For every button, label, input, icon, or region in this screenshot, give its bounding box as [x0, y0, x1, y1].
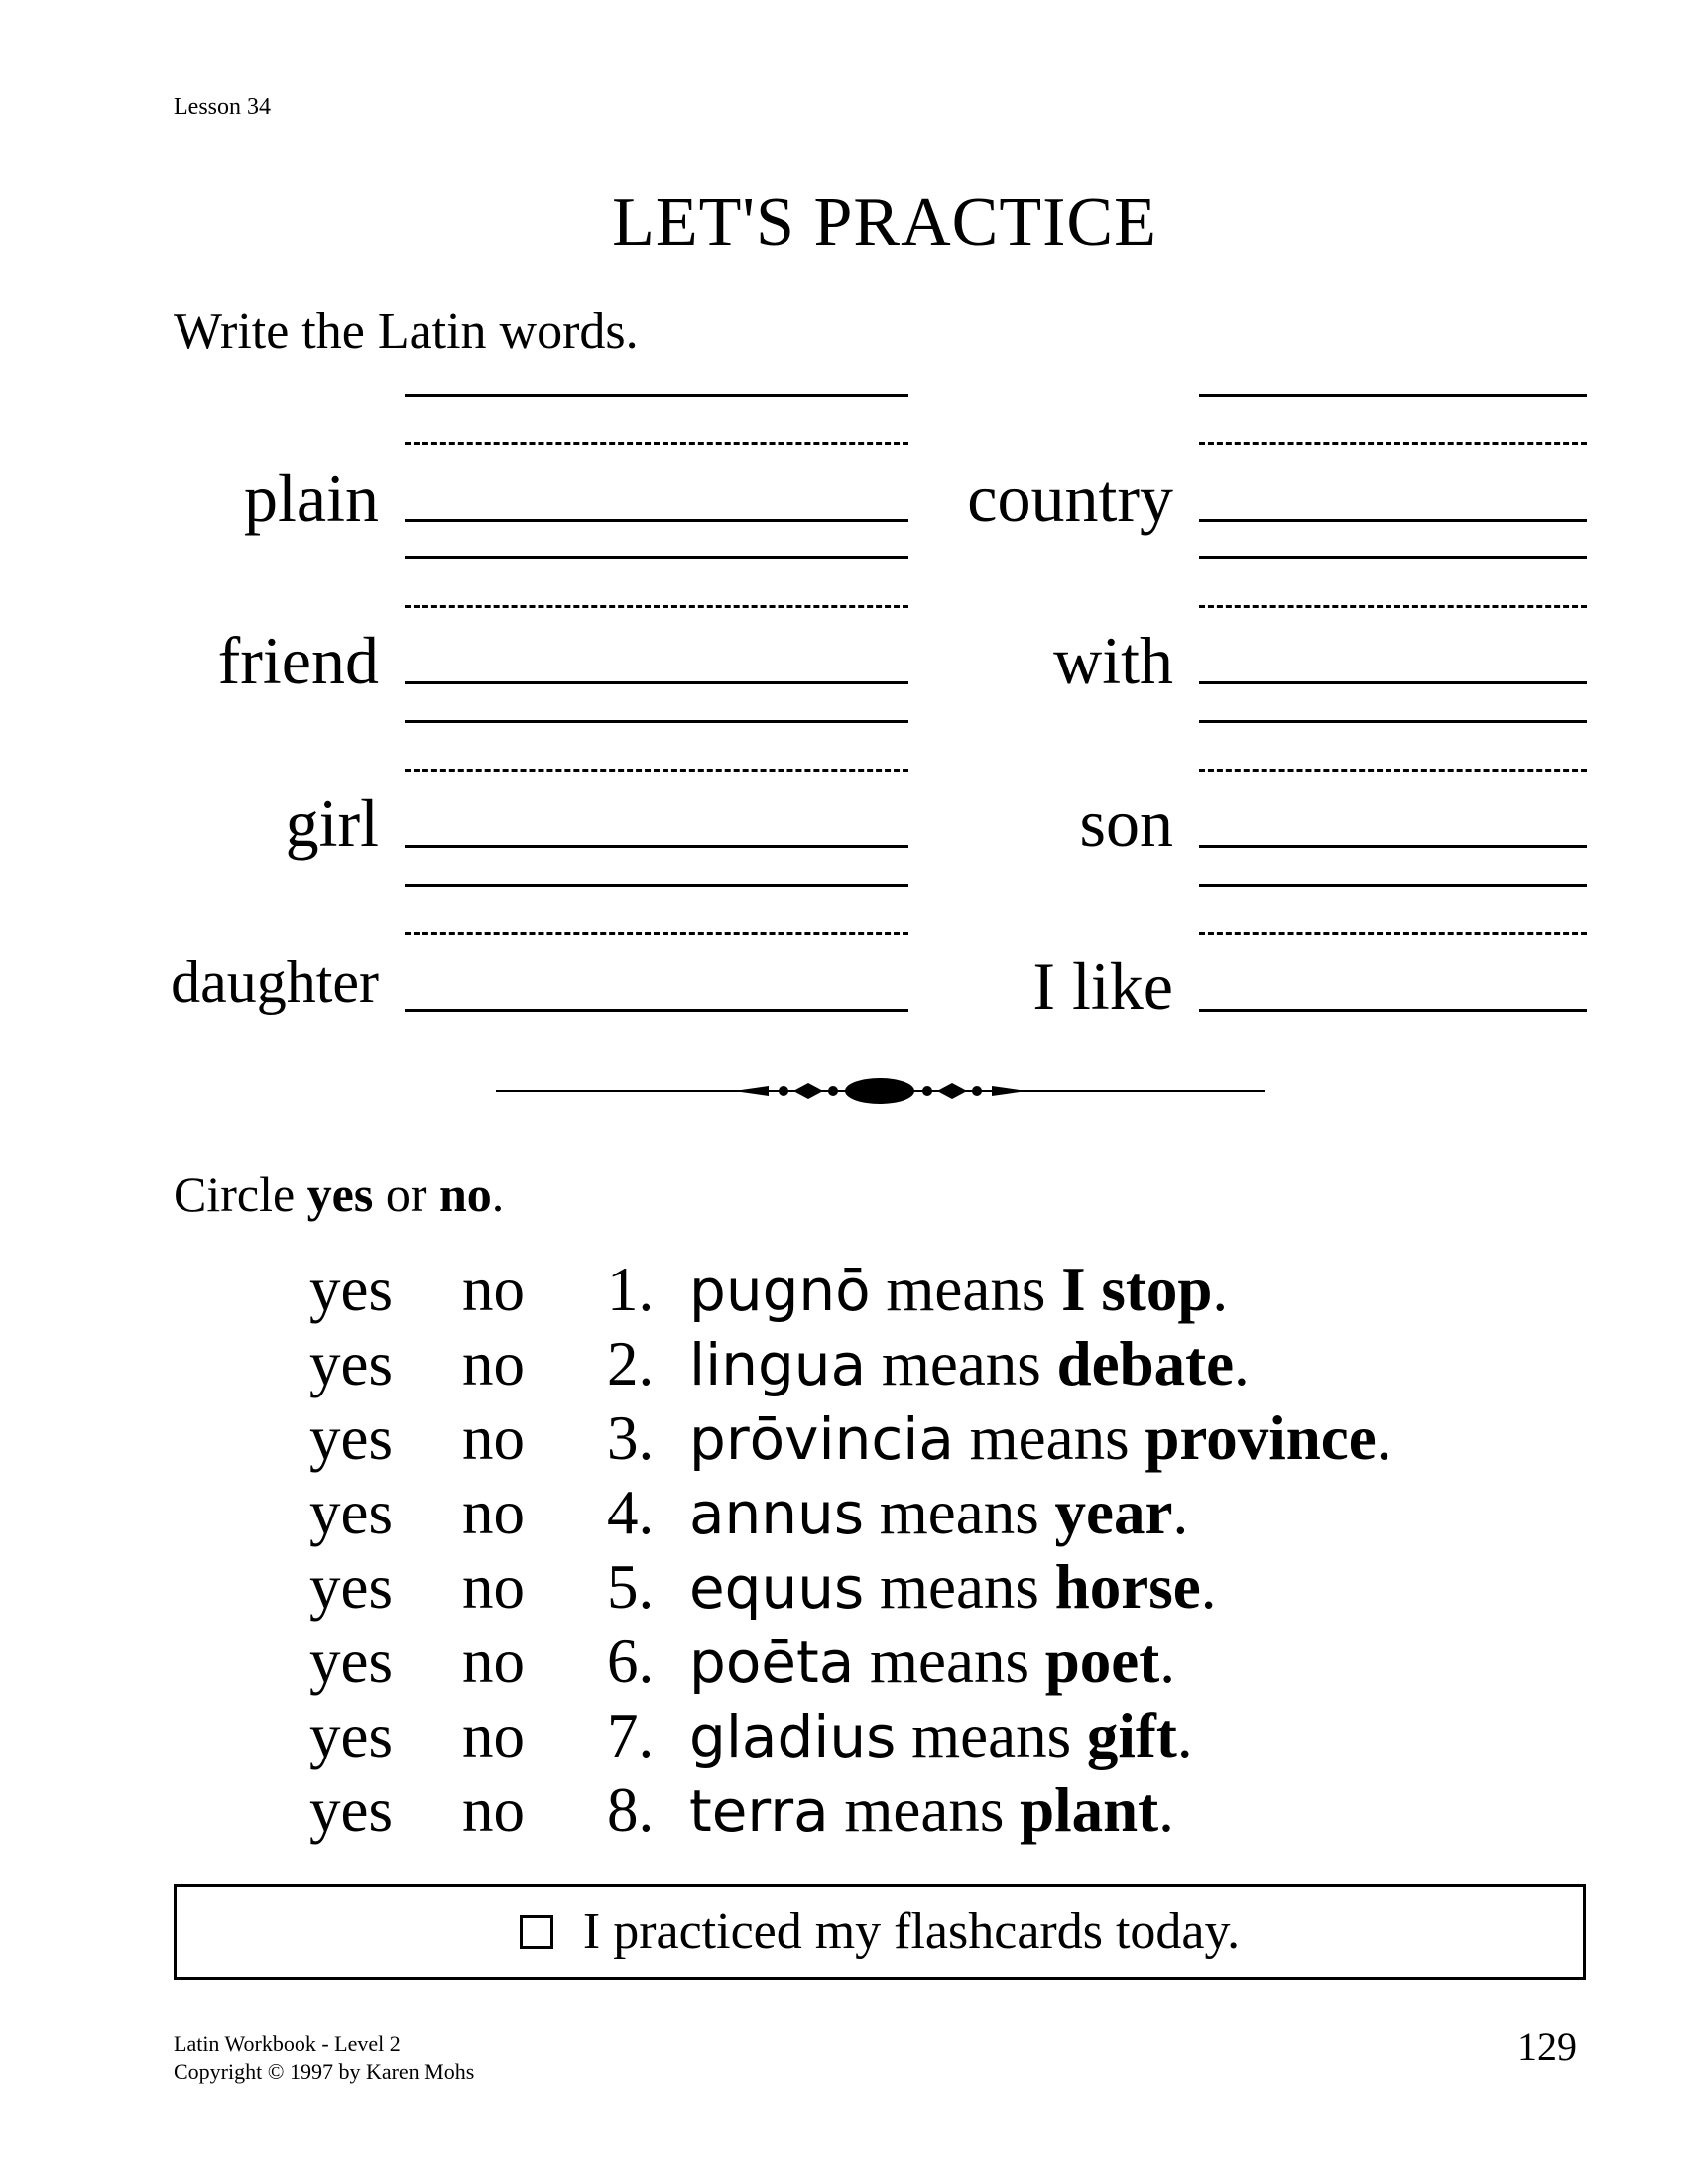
writing-top-line — [1199, 556, 1587, 559]
question-statement: terra means plant. — [689, 1775, 1174, 1845]
latin-word: poēta — [689, 1629, 855, 1696]
question-statement: equus means horse. — [689, 1552, 1217, 1622]
writing-mid-line — [1199, 769, 1587, 772]
latin-word: annus — [689, 1480, 865, 1547]
question-number: 7. — [607, 1701, 655, 1770]
writing-top-line — [405, 884, 908, 887]
writing-top-line — [405, 556, 908, 559]
question-number: 2. — [607, 1329, 655, 1398]
writing-top-line — [1199, 394, 1587, 397]
page-number: 129 — [1517, 2024, 1577, 2069]
word-daughter: daughter — [171, 949, 379, 1015]
question-number: 4. — [607, 1478, 655, 1547]
writing-base-line — [1199, 1009, 1587, 1012]
writing-top-line — [405, 720, 908, 723]
latin-word: prōvincia — [689, 1405, 954, 1473]
word-plain: plain — [244, 460, 379, 536]
word-girl: girl — [285, 786, 379, 861]
writing-mid-line — [1199, 932, 1587, 935]
question-statement: gladius means gift. — [689, 1701, 1193, 1770]
word-country: country — [967, 460, 1173, 536]
question-statement: pugnō means I stop. — [689, 1255, 1229, 1324]
english-meaning: province — [1145, 1403, 1377, 1473]
page-title: LET'S PRACTICE — [612, 184, 1157, 261]
writing-mid-line — [405, 932, 908, 935]
no-option[interactable]: no — [462, 1775, 525, 1845]
latin-word: pugnō — [689, 1257, 871, 1324]
yes-option[interactable]: yes — [309, 1478, 393, 1547]
english-meaning: poet — [1044, 1627, 1160, 1696]
question-statement: annus means year. — [689, 1478, 1189, 1547]
footer-book-title: Latin Workbook - Level 2 — [174, 2031, 401, 2056]
no-option[interactable]: no — [462, 1329, 525, 1398]
writing-mid-line — [405, 442, 908, 445]
no-option[interactable]: no — [462, 1552, 525, 1622]
write-instruction: Write the Latin words. — [174, 303, 639, 360]
question-number: 6. — [607, 1627, 655, 1696]
english-meaning: plant — [1020, 1775, 1159, 1845]
lesson-label: Lesson 34 — [174, 94, 271, 120]
yes-option[interactable]: yes — [309, 1775, 393, 1845]
latin-word: gladius — [689, 1703, 897, 1770]
no-option[interactable]: no — [462, 1478, 525, 1547]
flashcard-label: I practiced my flashcards today. — [582, 1903, 1241, 1960]
word-friend: friend — [217, 623, 379, 698]
no-option[interactable]: no — [462, 1627, 525, 1696]
writing-mid-line — [405, 605, 908, 608]
yes-option[interactable]: yes — [309, 1403, 393, 1473]
writing-base-line — [1199, 519, 1587, 522]
writing-base-line — [405, 681, 908, 684]
writing-base-line — [405, 845, 908, 848]
footer-copyright: Copyright © 1997 by Karen Mohs — [174, 2059, 475, 2084]
question-statement: prōvincia means province. — [689, 1403, 1392, 1473]
english-meaning: I stop — [1061, 1255, 1213, 1324]
word-son: son — [1079, 786, 1173, 861]
writing-base-line — [405, 1009, 908, 1012]
word-with: with — [1053, 623, 1173, 698]
question-statement: poēta means poet. — [689, 1627, 1175, 1696]
english-meaning: year — [1054, 1478, 1173, 1547]
latin-word: equus — [689, 1554, 865, 1622]
writing-mid-line — [1199, 605, 1587, 608]
english-meaning: horse — [1054, 1552, 1201, 1622]
writing-base-line — [1199, 845, 1587, 848]
writing-base-line — [405, 519, 908, 522]
english-meaning: gift — [1086, 1701, 1177, 1770]
english-meaning: debate — [1056, 1329, 1235, 1398]
writing-top-line — [1199, 720, 1587, 723]
yes-option[interactable]: yes — [309, 1627, 393, 1696]
yes-option[interactable]: yes — [309, 1552, 393, 1622]
question-number: 3. — [607, 1403, 655, 1473]
yes-option[interactable]: yes — [309, 1255, 393, 1324]
writing-mid-line — [1199, 442, 1587, 445]
no-option[interactable]: no — [462, 1255, 525, 1324]
writing-base-line — [1199, 681, 1587, 684]
circle-instruction: Circle yes or no. — [174, 1166, 505, 1222]
latin-word: lingua — [689, 1331, 867, 1398]
writing-top-line — [405, 394, 908, 397]
flashcard-checkbox[interactable] — [520, 1915, 553, 1949]
yes-option[interactable]: yes — [309, 1701, 393, 1770]
question-number: 8. — [607, 1775, 655, 1845]
question-statement: lingua means debate. — [689, 1329, 1250, 1398]
yes-option[interactable]: yes — [309, 1329, 393, 1398]
writing-mid-line — [405, 769, 908, 772]
no-option[interactable]: no — [462, 1403, 525, 1473]
word-i-like: I like — [1032, 948, 1173, 1024]
writing-top-line — [1199, 884, 1587, 887]
divider-ornament-icon — [496, 1071, 1265, 1111]
question-number: 5. — [607, 1552, 655, 1622]
no-option[interactable]: no — [462, 1701, 525, 1770]
latin-word: terra — [689, 1777, 829, 1845]
question-number: 1. — [607, 1255, 655, 1324]
flashcard-box — [174, 1884, 1586, 1980]
